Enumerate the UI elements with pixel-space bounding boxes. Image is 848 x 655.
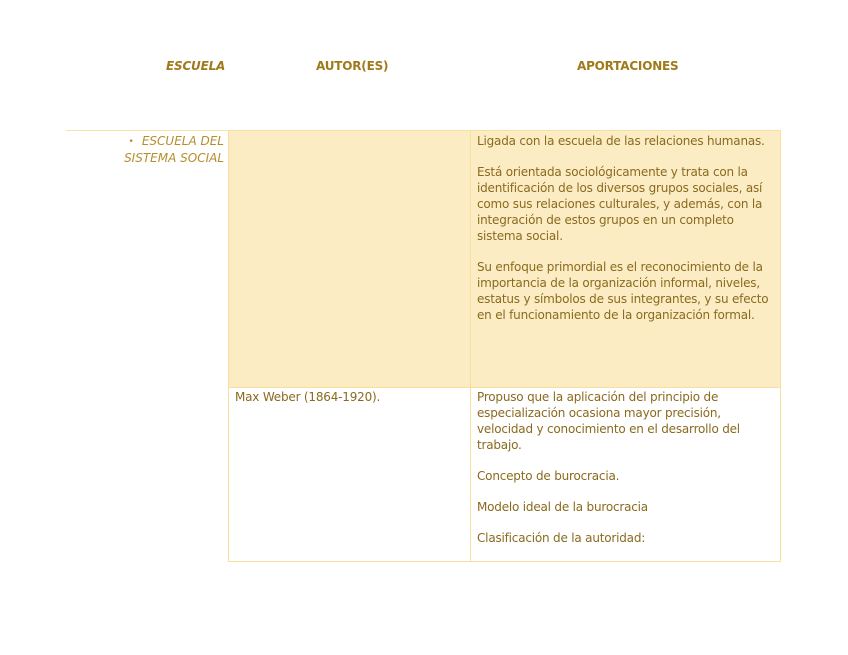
contribution-paragraph: Concepto de burocracia. bbox=[477, 469, 620, 483]
contribution-paragraph: Ligada con la escuela de las relaciones humanas. bbox=[477, 134, 765, 148]
school-name-line1: ESCUELA DEL bbox=[141, 134, 224, 148]
author-cell-2: Max Weber (1864-1920). bbox=[228, 388, 470, 562]
contribution-paragraph: Clasificación de la autoridad: bbox=[477, 531, 646, 545]
contribution-paragraph: Propuso que la aplicación del principio de especialización ocasiona mayor precisión, velocidad y conocimiento en el desarrollo del trabajo. bbox=[477, 390, 740, 452]
header-autores: AUTOR(ES) bbox=[316, 59, 389, 73]
contribution-cell-1 bbox=[470, 130, 781, 388]
header-escuela: ESCUELA bbox=[166, 59, 226, 73]
contribution-paragraph: Modelo ideal de la burocracia bbox=[477, 500, 648, 514]
contribution-paragraph: Su enfoque primordial es el reconocimiento de la importancia de la organización informal, niveles, estatus y símbolos de sus integrantes, y su efecto en el funcionamiento de la organización formal. bbox=[477, 260, 769, 322]
school-name-line2: SISTEMA SOCIAL bbox=[124, 151, 224, 165]
header-aportaciones: APORTACIONES bbox=[577, 59, 679, 73]
bullet-icon: • bbox=[128, 137, 134, 147]
school-cell bbox=[105, 133, 224, 166]
author-cell-1 bbox=[228, 130, 470, 388]
contribution-cell-2 bbox=[470, 388, 781, 562]
row-divider bbox=[66, 130, 229, 131]
contribution-paragraph: Está orientada sociológicamente y trata con la identificación de los diversos grupos sociales, así como sus relaciones culturales, y además, con la integración de estos grupos en un completo sistema social. bbox=[477, 165, 763, 243]
